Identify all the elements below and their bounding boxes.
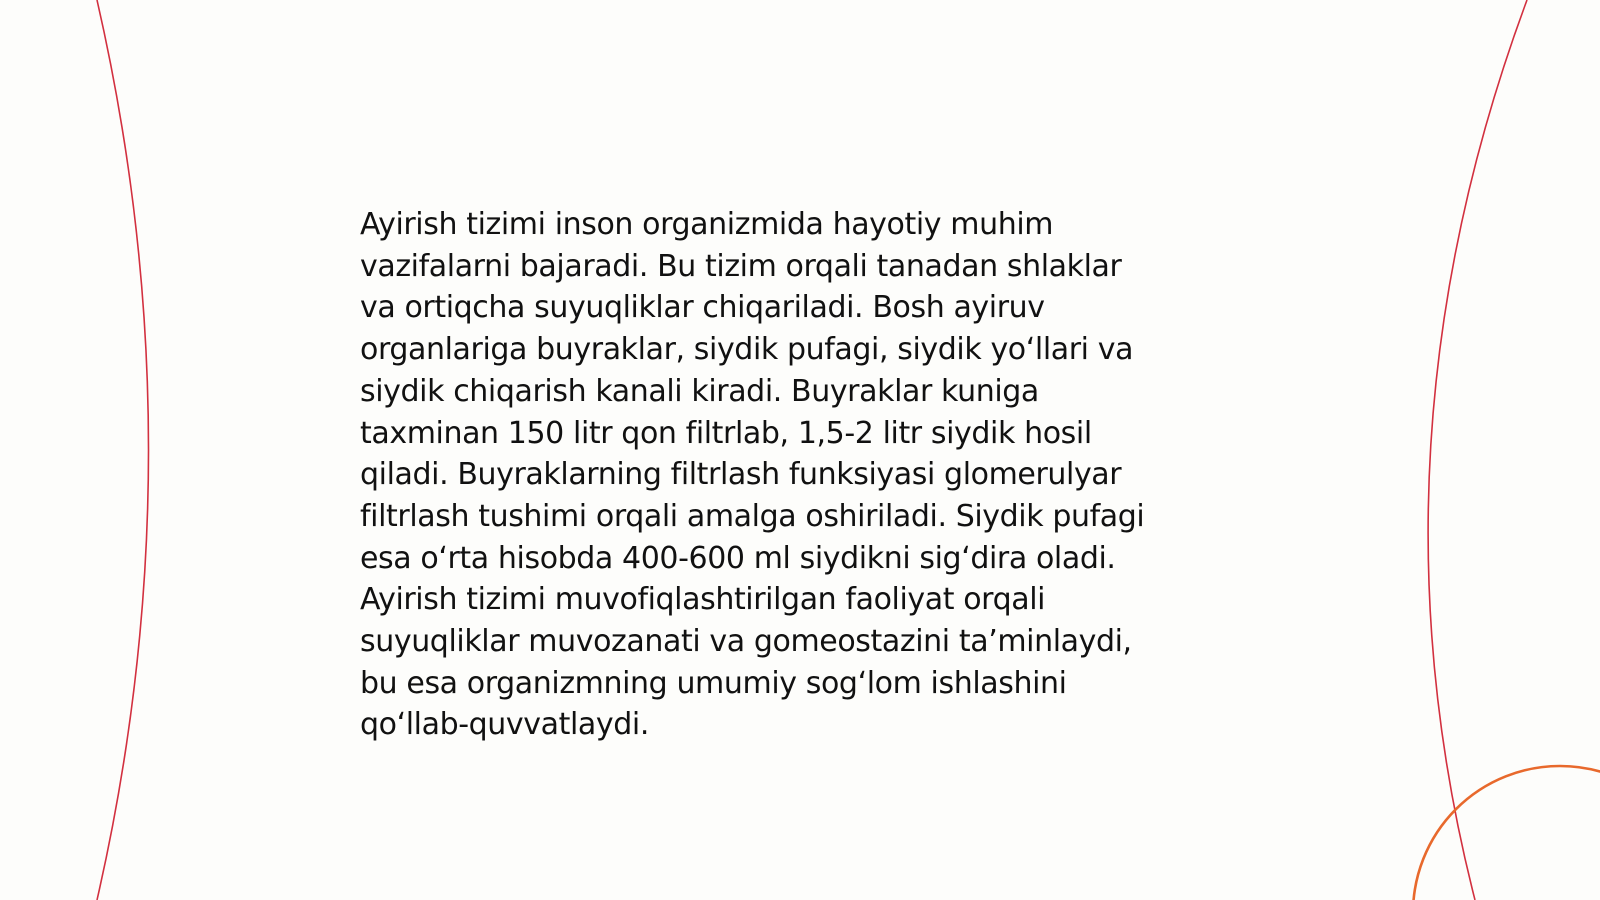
orange-arc bbox=[1413, 766, 1600, 900]
left-curve-line bbox=[97, 0, 149, 900]
right-curve-line bbox=[1428, 0, 1527, 900]
slide-body-text: Ayirish tizimi inson organizmida hayotiy muhim vazifalarni bajaradi. Bu tizim orqali tanadan shlaklar va ortiqcha suyuqliklar chiqariladi. Bosh ayiruv organlariga buyraklar, siydik pufagi, siydik yo‘llari va siydik chiqarish kanali kiradi. Buyraklar kuniga taxminan 150 litr qon filtrlab, 1,5-2 litr siydik hosil qiladi. Buyraklarning filtrlash funksiyasi glomerulyar filtrlash tushimi orqali amalga oshiriladi. Siydik pufagi esa o‘rta hisobda 400-600 ml siydikni sig‘dira oladi. Ayirish tizimi muvofiqlashtirilgan faoliyat orqali suyuqliklar muvozanati va gomeostazini ta’minlaydi, bu esa organizmning umumiy sog‘lom ishlashini qo‘llab-quvvatlaydi. bbox=[360, 207, 1145, 743]
